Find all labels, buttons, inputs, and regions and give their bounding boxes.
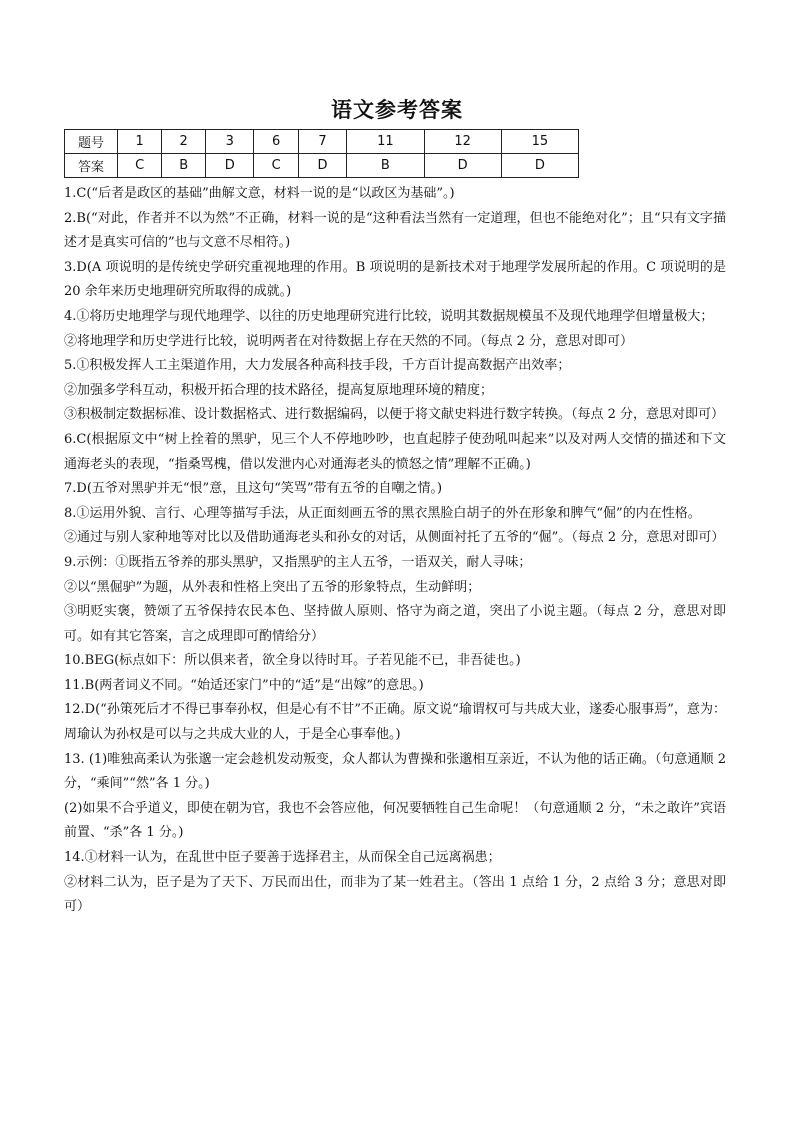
answer-cell: D: [424, 154, 501, 178]
answer-paragraph: 14.①材料一认为，在乱世中臣子要善于选择君主，从而保全自己远离祸患；: [64, 850, 501, 866]
question-number-row: [65, 130, 579, 154]
answer-paragraph: 12.D(“孙策死后才不得已事奉孙权，但是心有不甘”不正确。原文说“瑜谓权可与共成大业，遂委心服事焉”，意为：周瑜认为孙权是可以与之共成大业的人，于是全心事奉他。): [64, 702, 726, 743]
answer-paragraph: 7.D(五爷对黑驴并无“恨”意，且这句“笑骂”带有五爷的自嘲之情。): [64, 481, 443, 497]
answer-paragraph: 1.C(“后者是政区的基础”曲解文意，材料一说的是“以政区为基础”。): [64, 186, 455, 201]
answer-paragraph: 11.B(两者词义不同。“始适还家门”中的“适”是“出嫁”的意思。): [64, 677, 424, 693]
answer-paragraph: 6.C(根据原文中“树上拴着的黑驴，见三个人不停地吵吵，也直起脖子使劲吼叫起来”以及对两人交情的描述和下文通海老头的表现，“指桑骂槐，借以发泄内心对通海老头的愤怒之情”理解不正确。): [64, 431, 726, 472]
question-number-cell: 1: [118, 130, 162, 154]
answer-paragraph: (2)如果不合乎道义，即使在朝为官，我也不会答应他，何况要牺牲自己生命呢！（句意通顺 2 分，“未之敢许”宾语前置、“杀”各 1 分。): [64, 800, 726, 841]
answer-paragraph: 4.①将历史地理学与现代地理学、以往的历史地理研究进行比较，说明其数据规模虽不及现代地理学但增量极大；: [64, 308, 714, 324]
question-number-cell: 12: [424, 130, 501, 154]
answer-row: [65, 154, 579, 178]
answer-paragraph: ②材料二认为，臣子是为了天下、万民而出仕，而非为了某一姓君主。（答出 1 点给 1 分，2 点给 3 分；意思对即可）: [64, 874, 726, 915]
answer-paragraph: 3.D(A 项说明的是传统史学研究重视地理的作用。B 项说明的是新技术对于地理学发展所起的作用。C 项说明的是 20 余年来历史地理研究所取得的成就。): [64, 259, 726, 300]
question-number-cell: 6: [254, 130, 298, 154]
answer-paragraph: 2.B(“对此，作者并不以为然”不正确，材料一说的是“这种看法当然有一定道理，但也不能绝对化”；且“只有文字描述才是真实可信的”也与文意不尽相符。): [64, 210, 726, 251]
answer-paragraph: ②通过与别人家种地等对比以及借助通海老头和孙女的对话，从侧面衬托了五爷的“倔”。（每点 2 分，意思对即可）: [64, 530, 725, 546]
answer-explanations: [64, 182, 726, 920]
question-number-cell: 2: [162, 130, 206, 154]
answer-paragraph: 10.BEG(标点如下：所以俱来者，欲全身以待时耳。子若见能不已，非吾徒也。): [64, 653, 521, 669]
answer-paragraph: ②将地理学和历史学进行比较，说明两者在对待数据上存在天然的不同。（每点 2 分，意思对即可）: [64, 333, 634, 349]
page-title: 语文参考答案: [331, 98, 463, 122]
question-number-cell: 7: [298, 130, 346, 154]
answer-cell: C: [118, 154, 162, 178]
answer-paragraph: ②以“黑倔驴”为题，从外表和性格上突出了五爷的形象特点，生动鲜明；: [64, 579, 481, 595]
answer-paragraph: ③积极制定数据标准、设计数据格式、进行数据编码，以便于将文献史料进行数字转换。（每点 2 分，意思对即可）: [64, 407, 725, 423]
answer-paragraph: 5.①积极发挥人工主渠道作用，大力发展各种高科技手段，千方百计提高数据产出效率；: [64, 358, 571, 374]
answer-paragraph: ②加强多学科互动，积极开拓合理的技术路径，提高复原地理环境的精度；: [64, 382, 494, 398]
answer-paragraph: 8.①运用外貌、言行、心理等描写手法，从正面刻画五爷的黑衣黑脸白胡子的外在形象和脾气“倔”的内在性格。: [64, 505, 701, 521]
question-number-cell: 11: [347, 130, 424, 154]
answer-table: [64, 129, 579, 178]
row-header-answer: 答案: [65, 154, 118, 178]
question-number-cell: 3: [206, 130, 254, 154]
row-header-question: 题号: [65, 130, 118, 154]
answer-cell: B: [162, 154, 206, 178]
answer-cell: B: [347, 154, 424, 178]
answer-cell: D: [298, 154, 346, 178]
answer-paragraph: ③明贬实褒，赞颂了五爷保持农民本色、坚持做人原则、恪守为商之道，突出了小说主题。（每点 2 分，意思对即可。如有其它答案，言之成理即可酌情给分）: [64, 604, 726, 644]
question-number-cell: 15: [501, 130, 578, 154]
answer-paragraph: 13. (1)唯独高柔认为张邈一定会趁机发动叛变，众人都认为曹操和张邈相互亲近，不认为他的话正确。（句意通顺 2 分，“乘间”“然”各 1 分。): [64, 751, 726, 792]
answer-cell: D: [501, 154, 578, 178]
answer-paragraph: 9.示例：①既指五爷养的那头黑驴，又指黑驴的主人五爷，一语双关，耐人寻味；: [64, 554, 532, 570]
answer-cell: D: [206, 154, 254, 178]
answer-cell: C: [254, 154, 298, 178]
